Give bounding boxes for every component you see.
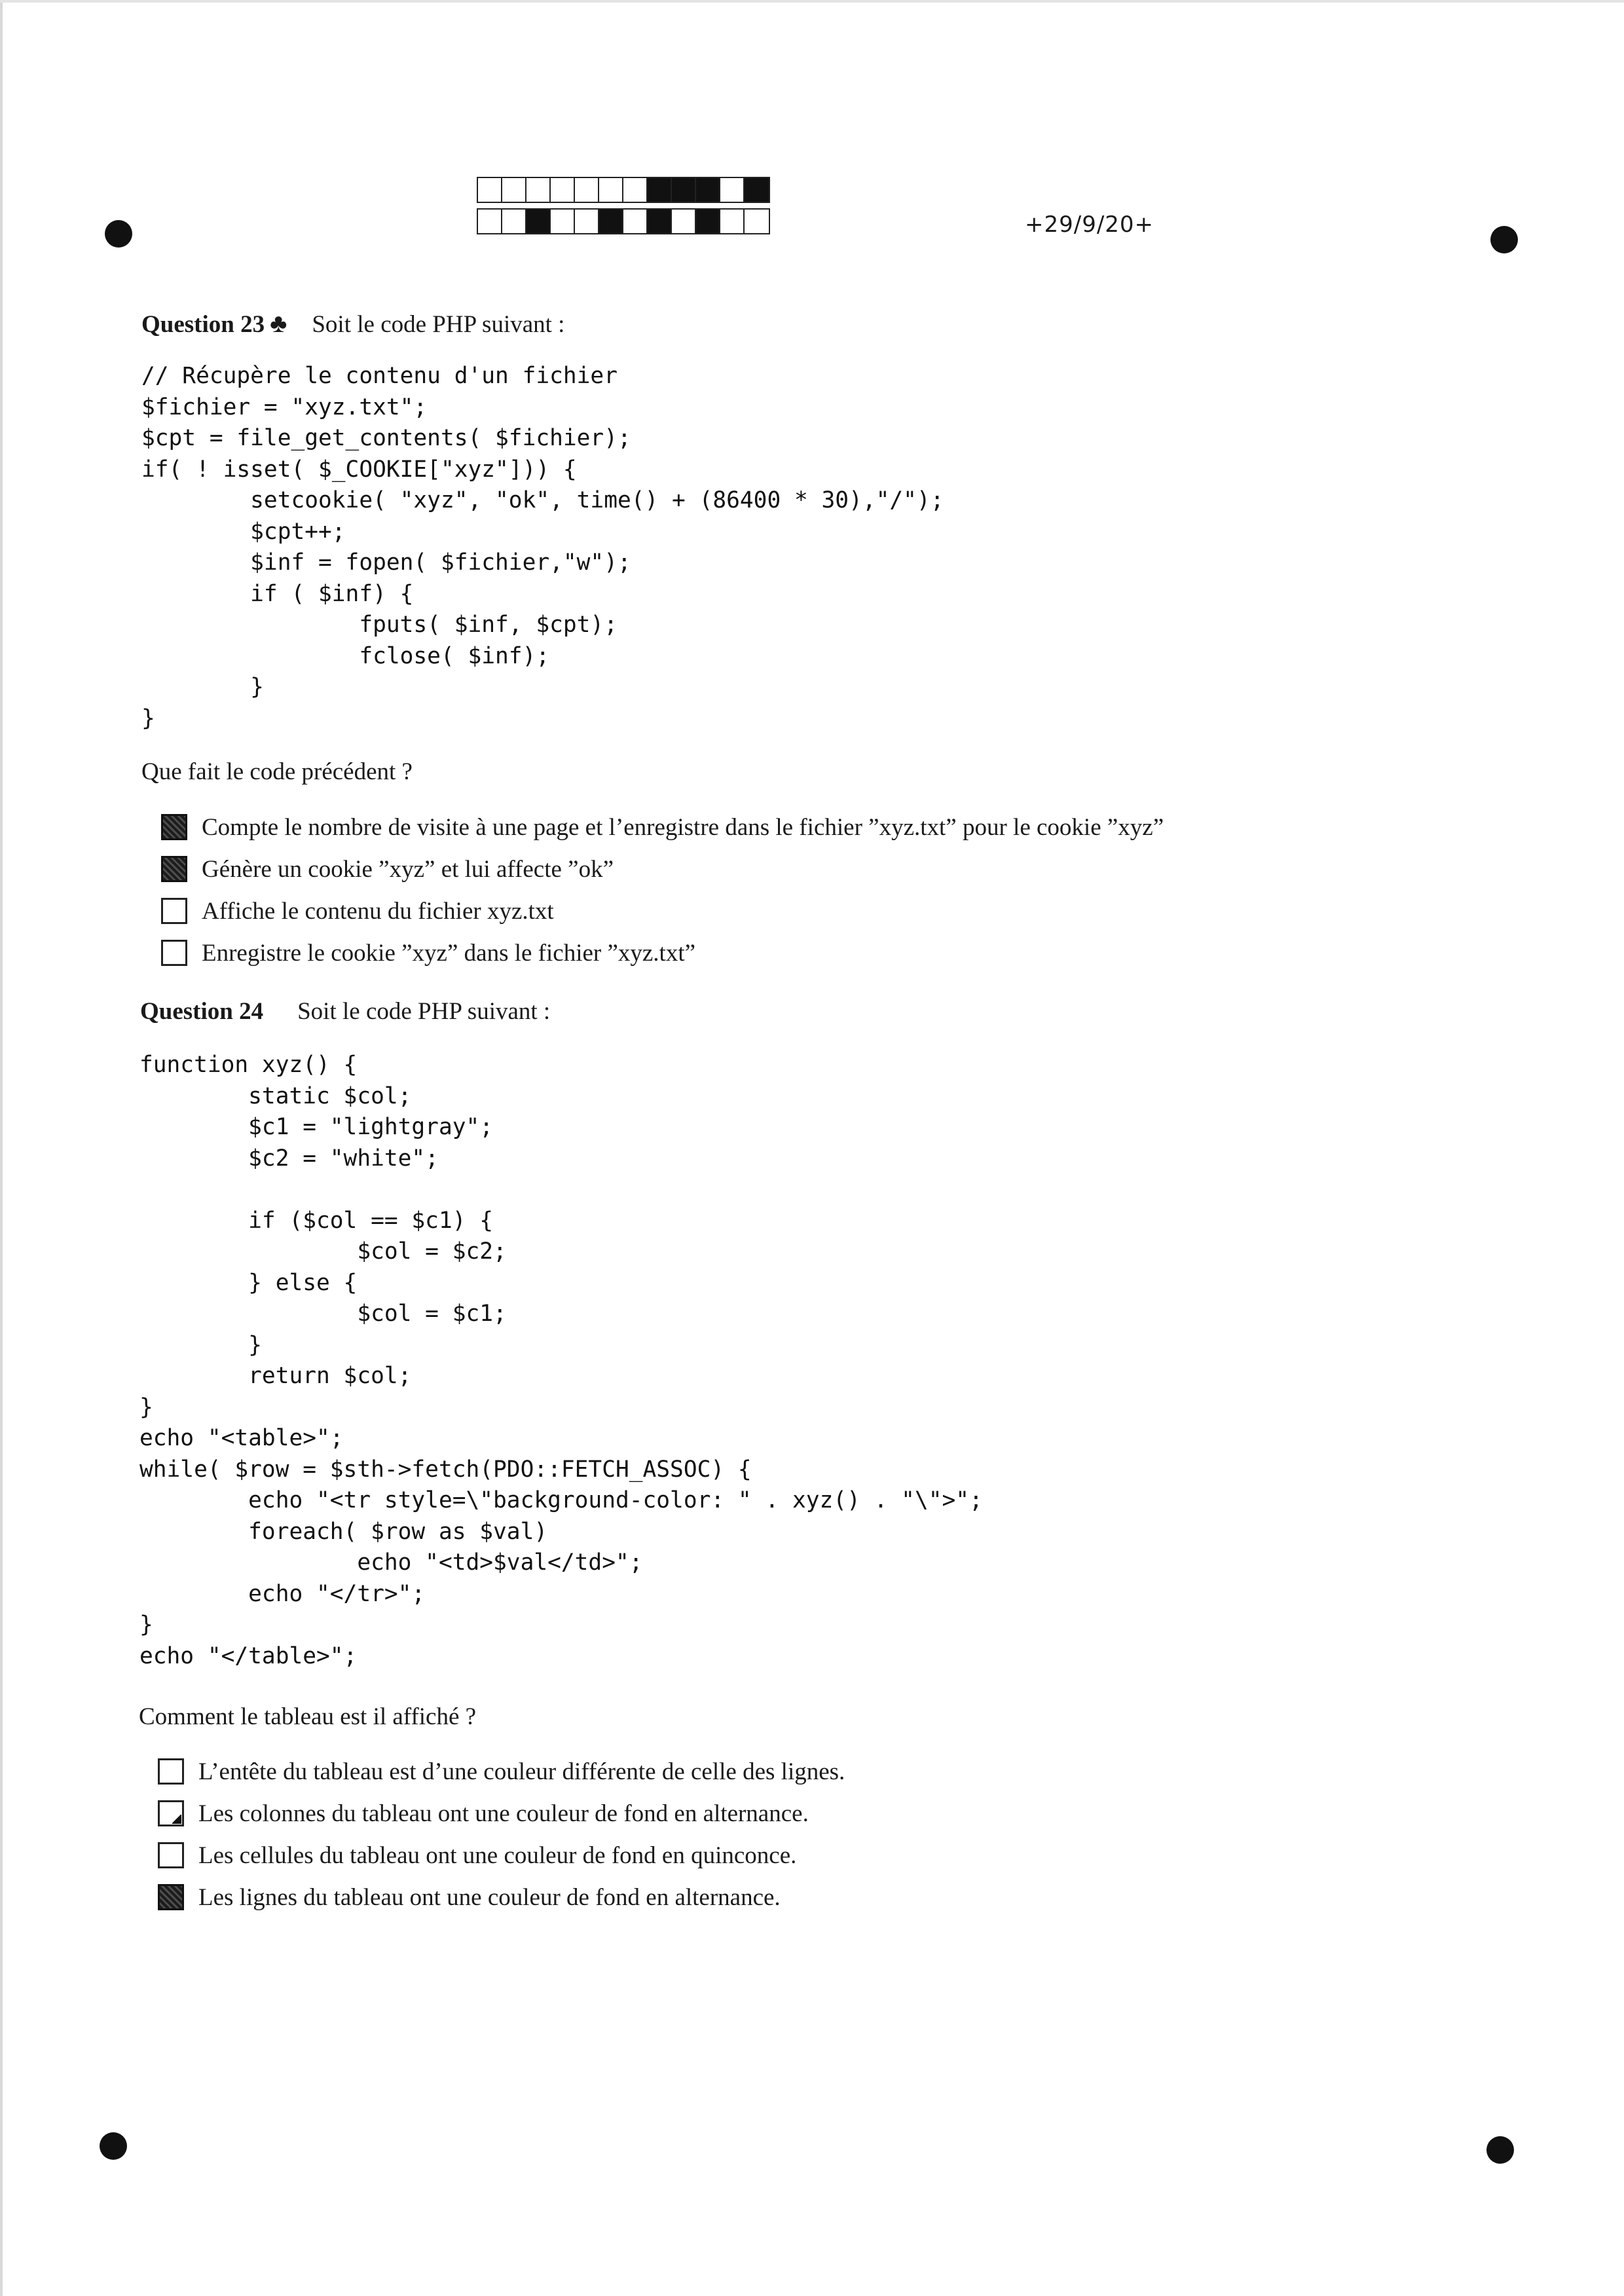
answer-label: Les lignes du tableau ont une couleur de fond en alternance.	[198, 1883, 781, 1911]
barcode-cell	[478, 210, 502, 233]
checkbox[interactable]	[158, 1842, 184, 1868]
answer-option[interactable]	[161, 890, 1164, 932]
answer-option[interactable]	[158, 1792, 845, 1834]
registration-mark-top-right	[1490, 226, 1518, 253]
barcode-cell	[745, 210, 769, 233]
barcode-cell	[478, 178, 502, 202]
checkbox[interactable]	[161, 898, 187, 924]
barcode-cell	[526, 210, 551, 233]
barcode-cell	[720, 210, 745, 233]
barcode-cell	[672, 178, 696, 202]
barcode-cell	[696, 178, 720, 202]
barcode-cell	[575, 210, 599, 233]
barcode-cell	[551, 178, 575, 202]
answer-option[interactable]	[158, 1750, 845, 1792]
answer-option[interactable]	[158, 1834, 845, 1876]
page-identifier: +29/9/20+	[1025, 212, 1154, 238]
barcode-cell	[502, 210, 526, 233]
question-prompt: Comment le tableau est il affiché ?	[139, 1703, 477, 1730]
barcode-cell	[575, 178, 599, 202]
question-intro: Soit le code PHP suivant :	[297, 998, 551, 1025]
answer-list-q24	[158, 1750, 845, 1918]
barcode-cell	[502, 178, 526, 202]
question-intro: Soit le code PHP suivant :	[312, 311, 565, 338]
barcode-cell	[526, 178, 551, 202]
registration-mark-bottom-left	[100, 2132, 127, 2160]
checkbox[interactable]	[158, 1800, 184, 1826]
checkbox-checked[interactable]	[161, 856, 187, 882]
barcode-cell	[623, 178, 648, 202]
answer-option[interactable]	[161, 932, 1164, 974]
answer-label: Les colonnes du tableau ont une couleur de fond en alternance.	[198, 1800, 809, 1827]
question-prompt: Que fait le code précédent ?	[141, 758, 413, 785]
question-number: Question 24	[140, 998, 264, 1025]
scan-edge-top	[0, 0, 1624, 3]
scan-edge-left	[0, 0, 3, 2296]
answer-label: Enregistre le cookie ”xyz” dans le fichier ”xyz.txt”	[202, 939, 696, 967]
barcode-cell	[599, 178, 623, 202]
answer-option[interactable]	[158, 1876, 845, 1918]
barcode-cell	[720, 178, 745, 202]
barcode-cell	[551, 210, 575, 233]
question-24-header	[140, 997, 550, 1026]
answer-option[interactable]	[161, 806, 1164, 848]
question-23-header	[141, 308, 564, 339]
answer-label: Compte le nombre de visite à une page et l’enregistre dans le fichier ”xyz.txt” pour le cookie ”xyz”	[202, 813, 1164, 841]
checkbox[interactable]	[158, 1758, 184, 1785]
question-number: Question 23	[141, 311, 265, 338]
php-code-block: function xyz() { static $col; $c1 = "lightgray"; $c2 = "white"; if ($col == $c1) { $col = $c2; } else { $col = $c1; } return $col; } echo "<table>"; while( $row = $sth->fetch(PDO::FETCH_ASSOC) { echo "<tr style=\"background-color: " . xyz() . "\">"; foreach( $row as $val) echo "<td>$val</td>"; echo "</tr>"; } echo "</table>";	[139, 1052, 983, 1669]
barcode-cell	[648, 178, 672, 202]
barcode-cell	[648, 210, 672, 233]
checkbox-checked[interactable]	[161, 814, 187, 840]
barcode-cell	[623, 210, 648, 233]
checkbox-checked[interactable]	[158, 1884, 184, 1910]
barcode-cell	[599, 210, 623, 233]
answer-label: Affiche le contenu du fichier xyz.txt	[202, 897, 554, 925]
club-suit-icon: ♣	[270, 308, 287, 338]
answer-label: Les cellules du tableau ont une couleur de fond en quinconce.	[198, 1842, 797, 1869]
id-barcode-row-2	[477, 208, 770, 234]
answer-label: Génère un cookie ”xyz” et lui affecte ”ok”	[202, 855, 614, 883]
id-barcode-row-1	[477, 177, 770, 203]
answer-option[interactable]	[161, 848, 1164, 890]
barcode-cell	[745, 178, 769, 202]
answer-list-q23	[161, 806, 1164, 974]
answer-label: L’entête du tableau est d’une couleur différente de celle des lignes.	[198, 1758, 845, 1785]
php-code-block: // Récupère le contenu d'un fichier $fichier = "xyz.txt"; $cpt = file_get_contents( $fichier); if( ! isset( $_COOKIE["xyz"])) { setcookie( "xyz", "ok", time() + (86400 * 30),"/"); $cpt++; $inf = fopen( $fichier,"w"); if ( $inf) { fputs( $inf, $cpt); fclose( $inf); } }	[141, 363, 944, 731]
checkbox[interactable]	[161, 940, 187, 966]
barcode-cell	[672, 210, 696, 233]
registration-mark-top-left	[105, 220, 132, 248]
registration-mark-bottom-right	[1486, 2136, 1514, 2164]
barcode-cell	[696, 210, 720, 233]
